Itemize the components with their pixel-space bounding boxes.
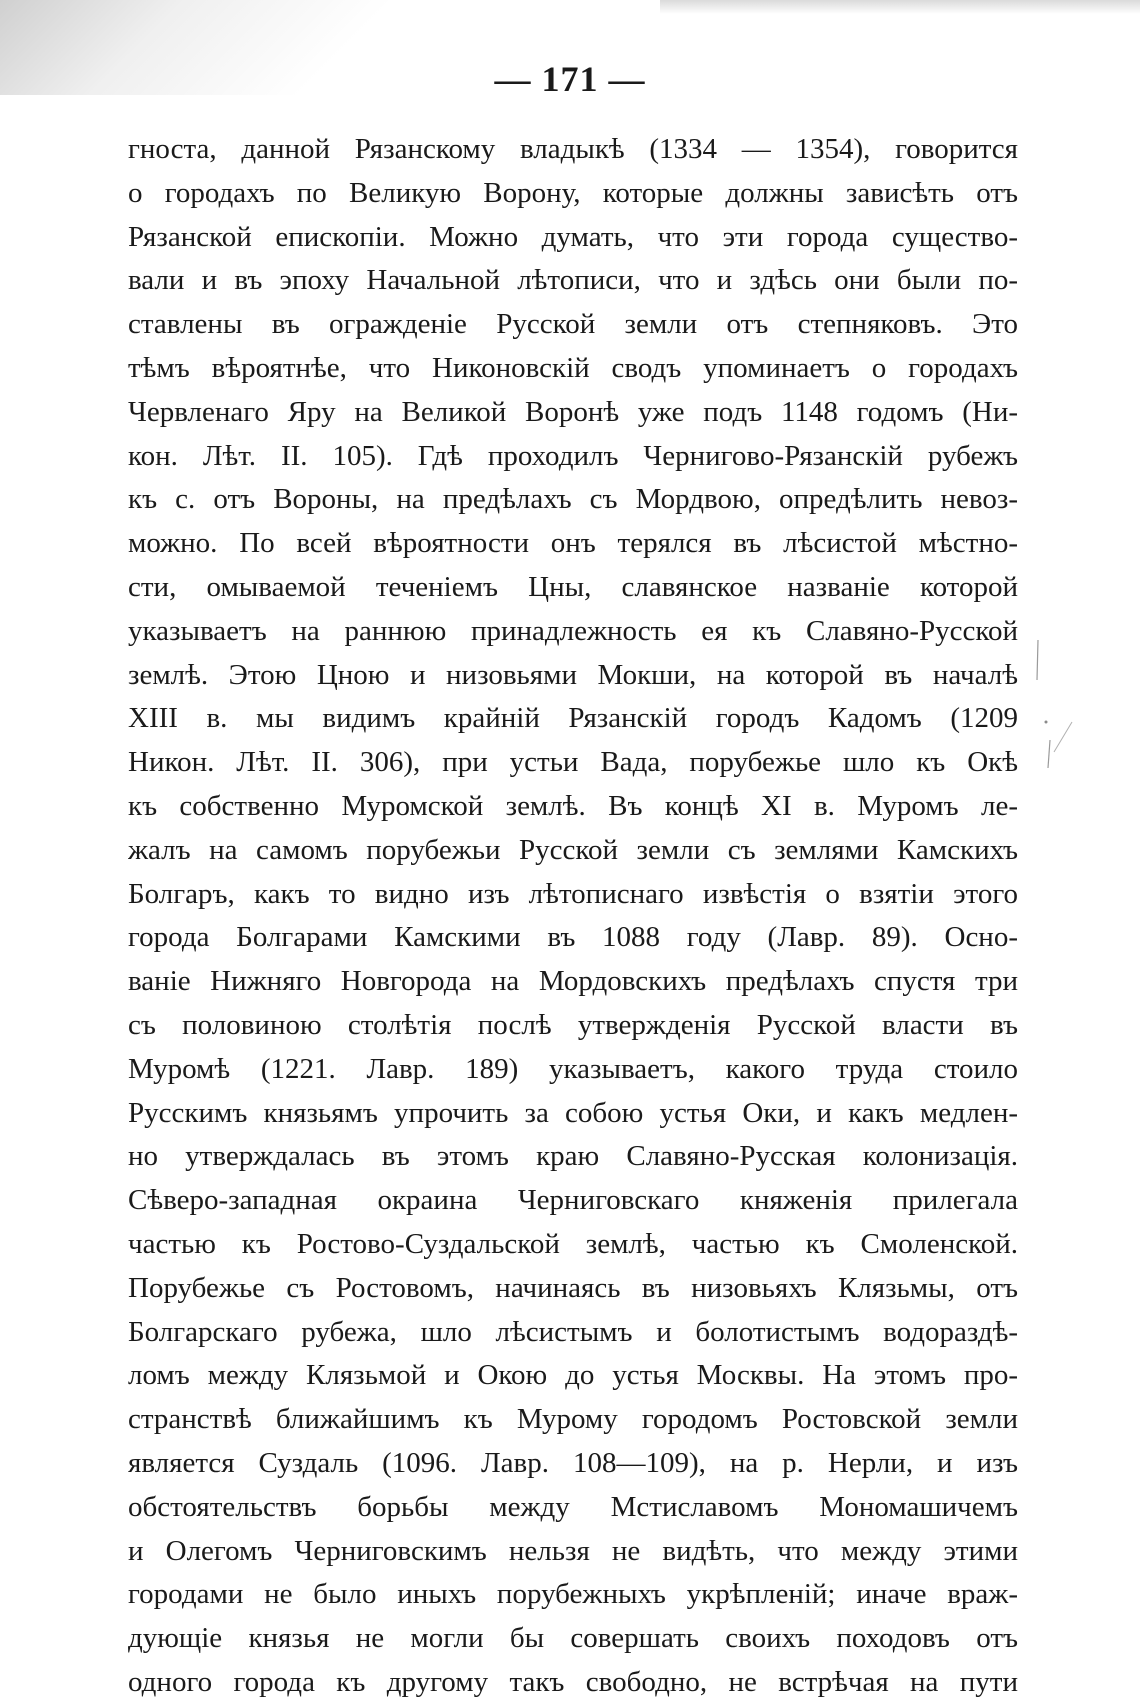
- text-line: одного города къ другому такъ свободно, не встрѣчая на пути: [128, 1665, 1018, 1698]
- text-line: землѣ. Этою Цною и низовьями Мокши, на которой въ началѣ: [128, 658, 1018, 691]
- text-line: сти, омываемой теченіемъ Цны, славянское названіе которой: [128, 570, 1018, 603]
- text-line: Муромѣ (1221. Лавр. 189) указываетъ, какого труда стоило: [128, 1052, 1018, 1085]
- text-line: городами не было иныхъ порубежныхъ укрѣпленій; иначе враж-: [128, 1578, 1018, 1611]
- text-line: кон. Лѣт. II. 105). Гдѣ проходилъ Черниговo-Рязанскій рубежъ: [128, 439, 1018, 472]
- text-line: Никон. Лѣт. II. 306), при устьи Вада, порубежье шло къ Окѣ: [128, 746, 1018, 779]
- text-line: Русскимъ князьямъ упрочить за собою устья Оки, и какъ медлен-: [128, 1096, 1018, 1129]
- text-line: съ половиною столѣтія послѣ утвержденія Русской власти въ: [128, 1008, 1018, 1041]
- text-line: къ собственно Муромской землѣ. Въ концѣ XI в. Муромъ ле-: [128, 789, 1018, 822]
- text-line: гноста, данной Рязанскому владыкѣ (1334 — 1354), говорится: [128, 133, 1018, 165]
- text-line: Болгарскаго рубежа, шло лѣсистымъ и болотистымъ водораздѣ-: [128, 1315, 1018, 1348]
- text-line: указываетъ на раннюю принадлежность ея къ Славяно-Русской: [128, 614, 1018, 647]
- text-line: обстоятельствъ борьбы между Мстиславомъ Мономашичемъ: [128, 1490, 1018, 1523]
- text-line: города Болгарами Камскими въ 1088 году (Лавр. 89). Осно-: [128, 921, 1018, 954]
- text-line: тѣмъ вѣроятнѣе, что Никоновскій сводъ упоминаетъ о городахъ: [128, 351, 1018, 384]
- text-line: частью къ Ростово-Суздальской землѣ, частью къ Смоленской.: [128, 1227, 1018, 1260]
- text-line: Порубежье съ Ростовомъ, начинаясь въ низовьяхъ Клязьмы, отъ: [128, 1271, 1018, 1304]
- text-line: XIII в. мы видимъ крайній Рязанскій городъ Кадомъ (1209: [128, 702, 1018, 735]
- text-line: Сѣверо-западная окраина Черниговскаго княженія прилегала: [128, 1184, 1018, 1217]
- scan-shadow-top: [660, 0, 1140, 14]
- text-line: ломъ между Клязьмой и Окою до устья Москвы. На этомъ про-: [128, 1359, 1018, 1392]
- text-line: къ с. отъ Вороны, на предѣлахъ съ Мордвою, опредѣлить невоз-: [128, 483, 1018, 516]
- text-line: можно. По всей вѣроятности онъ терялся въ лѣсистой мѣстно-: [128, 527, 1018, 560]
- text-line: дующіе князья не могли бы совершать своихъ походовъ отъ: [128, 1622, 1018, 1655]
- text-line: жалъ на самомъ порубежьи Русской земли съ землями Камскихъ: [128, 833, 1018, 866]
- text-line: ставлены въ огражденіе Русской земли отъ степняковъ. Это: [128, 308, 1018, 341]
- body-text: [128, 128, 1018, 1705]
- text-line: ваніе Нижняго Новгорода на Мордовскихъ предѣлахъ спустя три: [128, 965, 1018, 998]
- text-line: о городахъ по Великую Ворону, которые должны зависѣть отъ: [128, 176, 1018, 209]
- text-line: Болгаръ, какъ то видно изъ лѣтописнаго извѣстія о взятіи этого: [128, 877, 1018, 910]
- text-line: вали и въ эпоху Начальной лѣтописи, что и здѣсь они были по-: [128, 264, 1018, 297]
- page-number: — 171 —: [494, 59, 646, 99]
- text-line: и Олегомъ Черниговскимъ нельзя не видѣть, что между этими: [128, 1534, 1018, 1567]
- text-line: но утверждалась въ этомъ краю Славяно-Русская колонизація.: [128, 1140, 1018, 1173]
- text-line: является Суздаль (1096. Лавр. 108—109), на р. Нерли, и изъ: [128, 1446, 1018, 1479]
- margin-marks: [1036, 640, 1076, 820]
- text-line: Рязанской епископіи. Можно думать, что эти города существо-: [128, 220, 1018, 253]
- text-line: странствѣ ближайшимъ къ Мурому городомъ Ростовской земли: [128, 1403, 1018, 1436]
- text-line: Червленаго Яру на Великой Воронѣ уже подъ 1148 годомъ (Ни-: [128, 395, 1018, 428]
